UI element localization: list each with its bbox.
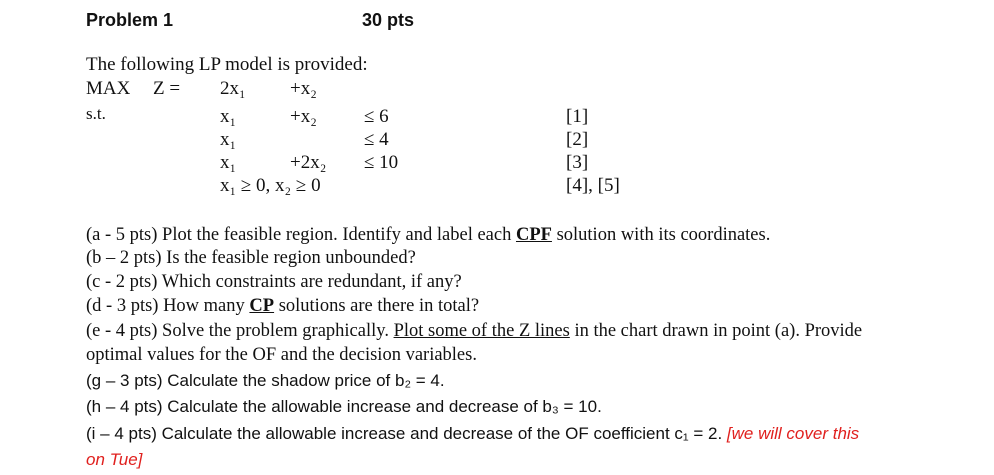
question-d-text: (d - 3 pts) How many <box>86 296 250 316</box>
problem-title: Problem 1 <box>86 10 174 30</box>
constraint-3-x1: x₁ <box>220 152 237 173</box>
question-a-keyword: CPF <box>515 225 552 245</box>
question-d-keyword: CP <box>249 296 275 316</box>
question-i-note: [we will cover this <box>726 424 860 443</box>
question-i-note-end: on Tue] <box>86 450 143 469</box>
question-d-text-end: solutions are there in total? <box>274 296 480 316</box>
objective-z: Z = <box>153 78 181 99</box>
question-a-text-end: solution with its coordinates. <box>551 225 771 245</box>
question-a-text: (a - 5 pts) Plot the feasible region. Identify and label each <box>86 225 516 245</box>
nonnegativity-constraints: x₁ ≥ 0, x₂ ≥ 0 <box>220 175 321 196</box>
question-e-underlined: Plot some of the Z lines <box>393 321 570 341</box>
constraint-2-x1: x₁ <box>220 129 237 150</box>
objective-term-2: +x₂ <box>290 78 317 99</box>
constraint-1-rhs: ≤ 6 <box>364 106 389 127</box>
question-i <box>86 424 859 444</box>
question-b: (b – 2 pts) Is the feasible region unbounded? <box>86 248 416 268</box>
question-c: (c - 2 pts) Which constraints are redundant, if any? <box>86 272 462 292</box>
question-e-text-end: in the chart drawn in point (a). Provide <box>569 321 863 341</box>
constraint-2-rhs: ≤ 4 <box>364 129 389 150</box>
question-d <box>86 296 479 317</box>
constraint-2-tag: [2] <box>566 129 589 150</box>
constraint-1-x1: x₁ <box>220 106 237 127</box>
question-a <box>86 225 770 246</box>
question-h: (h – 4 pts) Calculate the allowable increase and decrease of b₃ = 10. <box>86 397 602 416</box>
objective-max: MAX <box>86 78 131 99</box>
constraint-3-tag: [3] <box>566 152 589 173</box>
question-g: (g – 3 pts) Calculate the shadow price of b₂ = 4. <box>86 371 445 390</box>
objective-term-1: 2x₁ <box>220 78 246 99</box>
question-i-text: (i – 4 pts) Calculate the allowable increase and decrease of the OF coefficient c₁ = 2. <box>86 424 727 443</box>
constraint-1-tag: [1] <box>566 106 589 127</box>
constraint-3-rhs: ≤ 10 <box>364 152 399 173</box>
st-label: s.t. <box>86 104 106 123</box>
question-e-text: (e - 4 pts) Solve the problem graphically. <box>86 321 394 341</box>
constraint-1-x2: +x₂ <box>290 106 317 127</box>
points-label: 30 pts <box>362 10 415 30</box>
constraint-3-x2: +2x₂ <box>290 152 327 173</box>
lp-intro: The following LP model is provided: <box>86 54 368 75</box>
question-e-line2: optimal values for the OF and the decision variables. <box>86 345 477 365</box>
nonnegativity-tag: [4], [5] <box>566 175 620 196</box>
question-e <box>86 321 862 342</box>
